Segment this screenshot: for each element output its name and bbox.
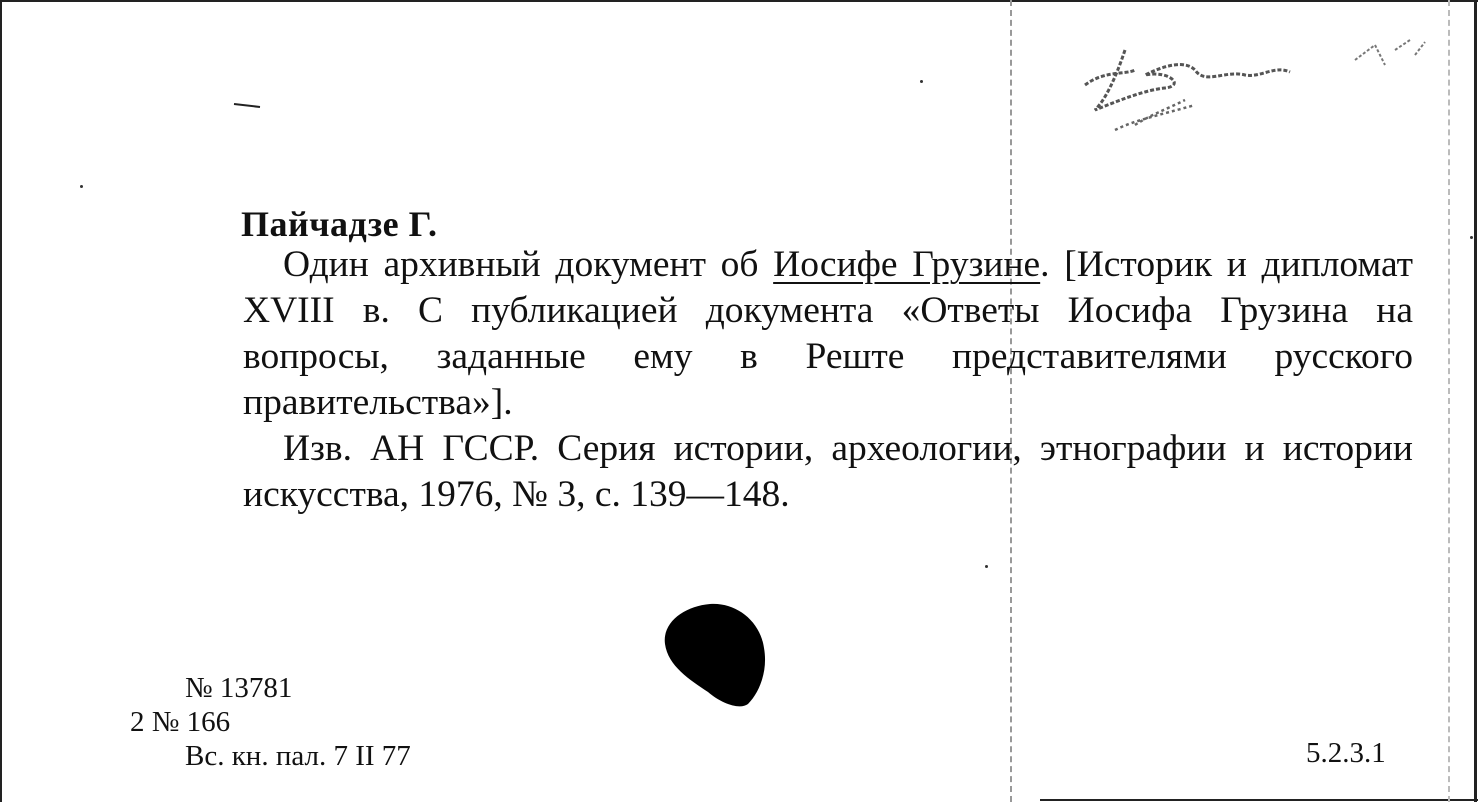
bottom-edge [1040,799,1478,801]
handwritten-note [1075,30,1435,140]
left-edge [0,0,2,802]
dust-speck [80,185,83,188]
dash-mark [232,100,262,110]
title-subject-underlined: Иосифе Грузине [773,244,1041,285]
top-edge [0,0,1478,2]
ink-blot [660,600,770,710]
right-edge [1474,0,1477,802]
card-body [243,242,1413,518]
meta-registration: Вс. кн. пал. 7 II 77 [185,740,411,772]
title-text-rest: . [Историк и дипломат XVIII в. С публикацией документа «Ответы Иосифа Грузина на вопросы, заданные ему в Реште представителями русского правительства»]. [243,244,1414,423]
title-text: Один архивный документ об [283,244,774,285]
author-name: Пайчадзе Г. [241,204,438,244]
meta-issue: 2 № 166 [130,706,231,738]
scan-line [1448,0,1450,802]
dust-speck [1470,236,1473,239]
meta-number: № 13781 [185,672,293,704]
source-paragraph: Изв. АН ГССР. Серия истории, археологии, этнографии и истории искусства, 1976, № 3, с. 139—148. [243,428,1413,515]
card-meta [130,671,411,773]
dust-speck [985,565,988,568]
title-paragraph [243,242,1413,426]
classification-code: 5.2.3.1 [1306,737,1386,769]
dust-speck [920,80,923,83]
